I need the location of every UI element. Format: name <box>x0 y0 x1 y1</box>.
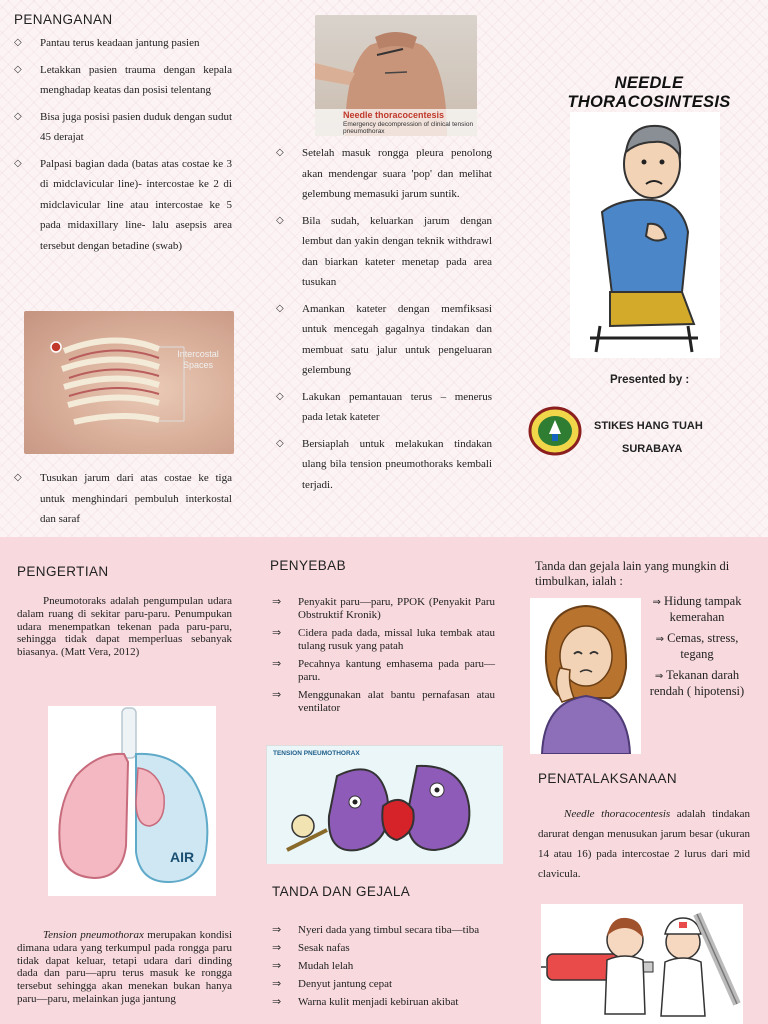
penanganan-list-continued <box>14 468 232 536</box>
lung-air-label: AIR <box>170 849 195 865</box>
pengertian-paragraph: Pneumotoraks adalah pengumpulan udara dalam ruang di sekitar paru-paru. Penumpukan udara menempatkan tekenan pada paru-paru, sehingga tidak dapat memperluas sebanyak biasanya. (Matt Vera, 2012) <box>17 595 232 659</box>
penanganan-list <box>14 33 232 262</box>
list-item: ◇ Bila sudah, keluarkan jarum dengan lembut dan yakin dengan teknik withdrawl dan biarkan kateter menetap pada area tusukan <box>276 211 492 293</box>
tanda-gejala-heading: TANDA DAN GEJALA <box>272 884 411 899</box>
list-item: ⇒ Hidung tampak kemerahan <box>652 594 742 624</box>
ribs-illustration-icon <box>24 311 234 454</box>
list-item: ⇒ Cemas, stress, tegang <box>655 631 739 661</box>
list-item: ⇒ Menggunakan alat bantu pernafasan atau ventilator <box>270 689 495 715</box>
list-item: ⇒ Cidera pada dada, missal luka tembak atau tulang rusuk yang patah <box>270 627 495 653</box>
institution-name-line2: SURABAYA <box>622 443 683 455</box>
list-item: ◇ Bisa juga posisi pasien duduk dengan sudut 45 derajat <box>14 107 232 148</box>
comic-illustration-icon <box>267 746 503 864</box>
man-illustration <box>570 112 720 358</box>
list-item: ⇒ Warna kulit menjadi kebiruan akibat <box>270 996 495 1009</box>
list-item: ⇒ Penyakit paru—paru, PPOK (Penyakit Paru Obstruktif Kronik) <box>270 596 495 622</box>
penyebab-list <box>270 596 495 720</box>
tension-pneumothorax-paragraph <box>17 929 232 1006</box>
list-item: ◇ Pantau terus keadaan jantung pasien <box>14 33 232 54</box>
list-item: ◇ Setelah masuk rongga pleura penolong akan mendengar suara 'pop' dan melihat gelembung memasuki jarum suntik. <box>276 143 492 205</box>
intercostal-caption: Intercostal Spaces <box>177 349 219 370</box>
middle-list <box>276 143 492 501</box>
list-item: ◇ Bersiaplah untuk melakukan tindakan ulang bila tension pneumothoraks kembali terjadi. <box>276 434 492 496</box>
list-item: ◇ Amankan kateter dengan memfiksasi untuk mencegah gagalnya tindakan dan membuat satu jalur untuk pengeluaran gelembung <box>276 299 492 381</box>
photo-caption-sub: Emergency decompression of clinical tension pneumothorax <box>343 121 474 135</box>
arrow-icon: ⇒ <box>652 597 661 608</box>
needle-thoracocentesis-photo <box>315 15 477 136</box>
list-item: ◇ Letakkan pasien trauma dengan kepala menghadap keatas dan posisi telentang <box>14 60 232 101</box>
institution-name-line1: STIKES HANG TUAH <box>594 420 703 432</box>
woman-headache-icon <box>530 598 641 754</box>
photo-caption-main: Needle thoracocentesis <box>343 110 445 120</box>
other-symptoms-intro: Tanda dan gejala lain yang mungkin di timbulkan, ialah : <box>535 559 730 588</box>
woman-illustration <box>530 598 641 754</box>
list-item: ◇ Lakukan pemantauan terus – menerus pada letak kateter <box>276 387 492 428</box>
nurse-syringe-illustration <box>541 904 743 1024</box>
list-item: ⇒ Tekanan darah rendah ( hipotensi) <box>649 668 745 698</box>
tanda-gejala-list <box>270 924 495 1014</box>
penatalaksanaan-heading: PENATALAKSANAAN <box>538 771 678 786</box>
lung-illustration <box>48 706 216 896</box>
brochure-title: NEEDLE THORACOSINTESIS <box>567 74 731 111</box>
stikes-logo-icon <box>528 406 582 456</box>
comic-title: TENSION PNEUMOTHORAX <box>273 750 360 757</box>
penatalaksanaan-definition: adalah tindakan darurat dengan menusukan jarum besar (ukuran 14 atau 16) pada intercostae 2 lurus dari mid clavicula. <box>538 808 750 880</box>
man-chest-pain-icon <box>570 112 720 358</box>
intercostal-spaces-image <box>24 311 234 454</box>
pneumothorax-lungs-icon <box>48 706 216 896</box>
list-item: ⇒ Denyut jantung cepat <box>270 978 495 991</box>
arrow-icon: ⇒ <box>655 634 665 645</box>
presented-by-label: Presented by : <box>610 374 690 386</box>
penatalaksanaan-paragraph <box>538 804 750 884</box>
list-item: ⇒ Mudah lelah <box>270 960 495 973</box>
tension-pneumothorax-comic <box>266 745 502 863</box>
list-item: ⇒ Pecahnya kantung emhasema pada paru—paru. <box>270 658 495 684</box>
list-item: ⇒ Sesak nafas <box>270 942 495 955</box>
arrow-icon: ⇒ <box>654 671 664 682</box>
institution-logo <box>528 406 582 456</box>
tension-term: Tension pneumothorax <box>43 929 144 941</box>
pengertian-heading: PENGERTIAN <box>17 564 109 579</box>
list-item: ◇ Tusukan jarum dari atas costae ke tiga untuk menghindari pembuluh interkostal dan saraf <box>14 468 232 530</box>
list-item: ⇒ Nyeri dada yang timbul secara tiba—tiba <box>270 924 495 937</box>
tension-definition: merupakan kondisi dimana udara yang terkumpul pada rongga paru tidak dapat keluar, tetapi udara dari dinding dada dan paru—apru terus masuk ke rongga tersebut sehingga akan menekan bukan hanya paru—paru, melainkan juga jantung <box>17 929 232 1005</box>
other-symptoms-list <box>647 594 747 699</box>
needle-term: Needle thoracocentesis <box>564 808 671 820</box>
list-item: ◇ Palpasi bagian dada (batas atas costae ke 3 di midclavicular line)- intercostae ke 2 di midclavicular line atau intercostae ke 5 pada midaxillary line- lalu asepsis area tersebut dengan betadine (swab) <box>14 154 232 257</box>
penyebab-heading: PENYEBAB <box>270 558 346 573</box>
nurse-syringe-icon <box>541 904 743 1024</box>
penanganan-heading: PENANGANAN <box>14 12 113 27</box>
